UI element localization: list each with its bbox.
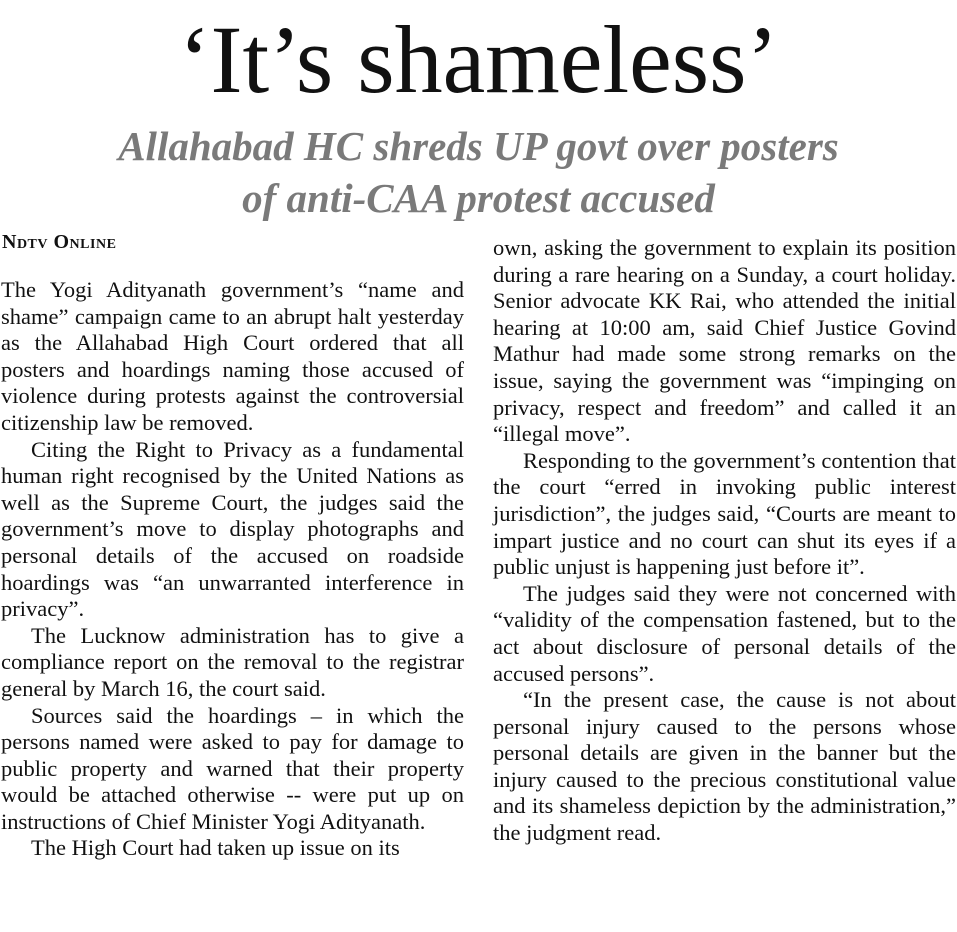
- paragraph: Sources said the hoardings – in which the persons named were asked to pay for damage to public property and warned that their property would be attached otherwise -- were put up on instructions of Chief Minister Yogi Adityanath.: [1, 702, 464, 834]
- paragraph: The High Court had taken up issue on its: [31, 835, 400, 861]
- paragraph: The Yogi Adityanath government’s “name and shame” campaign came to an abrupt halt yesterday as the Allahabad High Court ordered that all posters and hoardings naming those accused of violence during protests against the controversial citizenship law be removed.: [1, 277, 464, 435]
- paragraph: Responding to the government’s contention that the court “erred in invoking public interest jurisdiction”, the judges said, “Courts are meant to impart justice and no court can shut its eyes if a public unjust is happening just before it”.: [493, 447, 956, 580]
- paragraph: own, asking the government to explain its position during a rare hearing on a Sunday, a court holiday. Senior advocate KK Rai, who attended the initial hearing at 10:00 am, said Chief Justice Govind Mathur had made some strong remarks on the issue, saying the government was “impinging on privacy, respect and freedom” and called it an “illegal move”.: [493, 235, 956, 447]
- paragraph: The Lucknow administration has to give a compliance report on the removal to the registrar general by March 16, the court said.: [1, 622, 464, 701]
- headline: ‘It’s shameless’: [178, 6, 779, 113]
- byline: Ndtv Online: [2, 231, 117, 253]
- paragraph: The judges said they were not concerned with “validity of the compensation fastened, but to the act about disclosure of personal details of the accused persons”.: [493, 580, 956, 686]
- subheadline-line-1: Allahabad HC shreds UP govt over posters: [118, 123, 839, 169]
- paragraph: Citing the Right to Privacy as a fundamental human right recognised by the United Nations as well as the Supreme Court, the judges said the government’s move to display photographs and personal details of the accused on roadside hoardings was “an unwarranted interference in privacy”.: [1, 436, 464, 622]
- body-column-left: [1, 277, 464, 862]
- subheadline: [0, 120, 957, 224]
- subheadline-line-2: of anti-CAA protest accused: [242, 175, 715, 221]
- paragraph: “In the present case, the cause is not about personal injury caused to the persons whose personal details are given in the banner but the injury caused to the precious constitutional value and its shameless depiction by the administration,” the judgment read.: [493, 687, 956, 846]
- body-column-right: [493, 235, 956, 847]
